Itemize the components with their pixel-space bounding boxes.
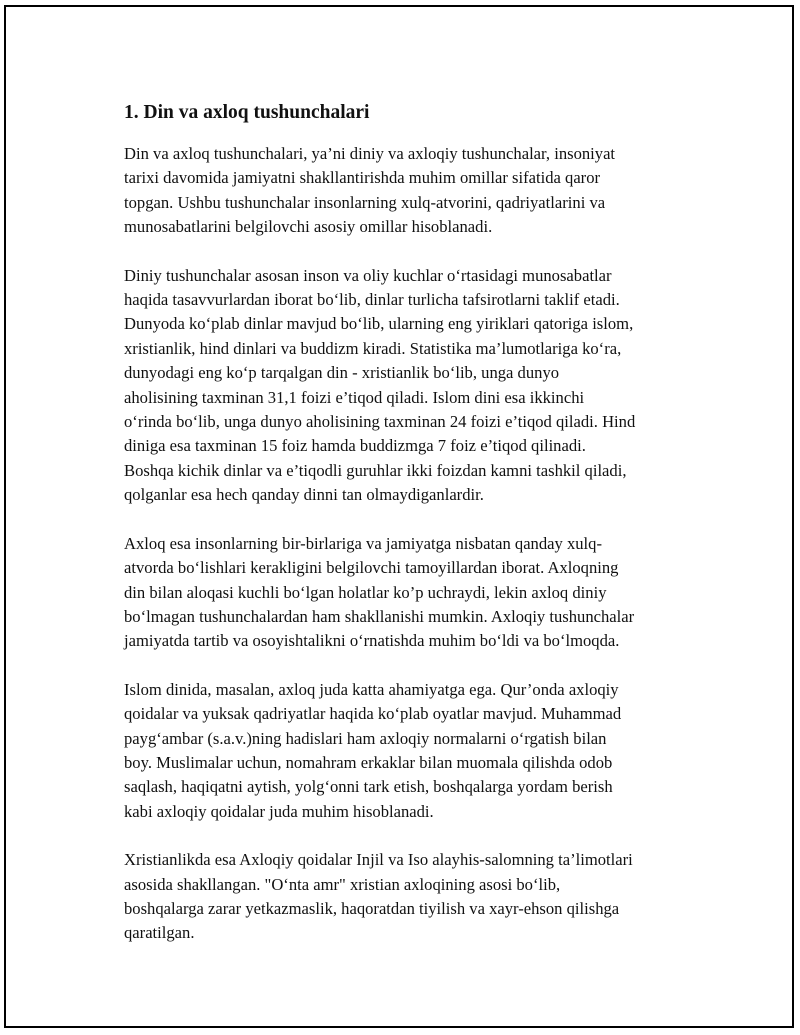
paragraph-line: saqlash, haqiqatni aytish, yolg‘onni tark etish, boshqalarga yordam berish <box>124 777 613 797</box>
paragraph-line: Xristianlikda esa Axloqiy qoidalar Injil va Iso alayhis-salomning ta’limotlari <box>124 850 633 870</box>
document-body <box>124 99 704 970</box>
paragraph-ethics <box>124 532 704 654</box>
paragraph-line: kabi axloqiy qoidalar juda muhim hisoblanadi. <box>124 801 434 821</box>
paragraph-line: qolganlar esa hech qanday dinni tan olmaydiganlardir. <box>124 485 484 505</box>
paragraph-line: asosida shakllangan. "O‘nta amr" xristian axloqining asosi bo‘lib, <box>124 874 561 894</box>
paragraph-line: diniga esa taxminan 15 foiz hamda buddizmga 7 foiz e’tiqod qilinadi. <box>124 436 586 456</box>
paragraph-line: haqida tasavvurlardan iborat bo‘lib, dinlar turlicha tafsirotlarni taklif etadi. <box>124 290 620 310</box>
paragraph-line: Diniy tushunchalar asosan inson va oliy kuchlar o‘rtasidagi munosabatlar <box>124 265 612 285</box>
paragraph-line: qaratilgan. <box>124 923 195 943</box>
paragraph-line: Din va axloq tushunchalari, ya’ni diniy va axloqiy tushunchalar, insoniyat <box>124 144 616 163</box>
paragraph-line: aholisining taxminan 31,1 foizi e’tiqod qiladi. Islom dini esa ikkinchi <box>124 387 585 407</box>
paragraph-line: qoidalar va yuksak qadriyatlar haqida ko‘plab oyatlar mavjud. Muhammad <box>124 704 622 724</box>
paragraph-line: bo‘lmagan tushunchalardan ham shakllanishi mumkin. Axloqiy tushunchalar <box>124 606 635 626</box>
paragraph-line: munosabatlarini belgilovchi asosiy omillar hisoblanadi. <box>124 217 493 237</box>
page-frame <box>4 5 794 1028</box>
paragraph-religious-concepts <box>124 264 704 508</box>
paragraph-line: payg‘ambar (s.a.v.)ning hadislari ham axloqiy normalarni o‘rgatish bilan <box>124 728 607 748</box>
paragraph-line: boy. Muslimalar uchun, nomahram erkaklar bilan muomala qilishda odob <box>124 752 613 772</box>
paragraph-line: Axloq esa insonlarning bir-birlariga va jamiyatga nisbatan qanday xulq- <box>124 533 602 553</box>
paragraph-intro <box>124 142 704 240</box>
paragraph-islam <box>124 678 704 824</box>
paragraph-line: boshqalarga zarar yetkazmaslik, haqoratdan tiyilish va xayr-ehson qilishga <box>124 898 620 918</box>
paragraph-line: Dunyoda ko‘plab dinlar mavjud bo‘lib, ularning eng yiriklari qatoriga islom, <box>124 314 634 334</box>
paragraph-christianity <box>124 848 704 946</box>
paragraph-line: atvorda bo‘lishlari kerakligini belgilovchi tamoyillardan iborat. Axloqning <box>124 558 619 578</box>
paragraph-line: dunyodagi eng ko‘p tarqalgan din - xristianlik bo‘lib, unga dunyo <box>124 363 560 383</box>
paragraph-line: Boshqa kichik dinlar va e’tiqodli guruhlar ikki foizdan kamni tashkil qiladi, <box>124 460 627 480</box>
paragraph-line: tarixi davomida jamiyatni shakllantirishda muhim omillar sifatida qaror <box>124 168 601 188</box>
paragraph-line: jamiyatda tartib va osoyishtalikni o‘rnatishda muhim bo‘ldi va bo‘lmoqda. <box>124 631 620 651</box>
paragraph-line: o‘rinda bo‘lib, unga dunyo aholisining taxminan 24 foizi e’tiqod qiladi. Hind <box>124 412 636 432</box>
section-heading: 1. Din va axloq tushunchalari <box>124 102 370 123</box>
paragraph-line: xristianlik, hind dinlari va buddizm kiradi. Statistika ma’lumotlariga ko‘ra, <box>124 338 622 358</box>
paragraph-line: Islom dinida, masalan, axloq juda katta ahamiyatga ega. Qur’onda axloqiy <box>124 679 619 699</box>
paragraph-line: topgan. Ushbu tushunchalar insonlarning xulq-atvorini, qadriyatlarini va <box>124 192 606 212</box>
paragraph-line: din bilan aloqasi kuchli bo‘lgan holatlar ko’p uchraydi, lekin axloq diniy <box>124 582 607 602</box>
